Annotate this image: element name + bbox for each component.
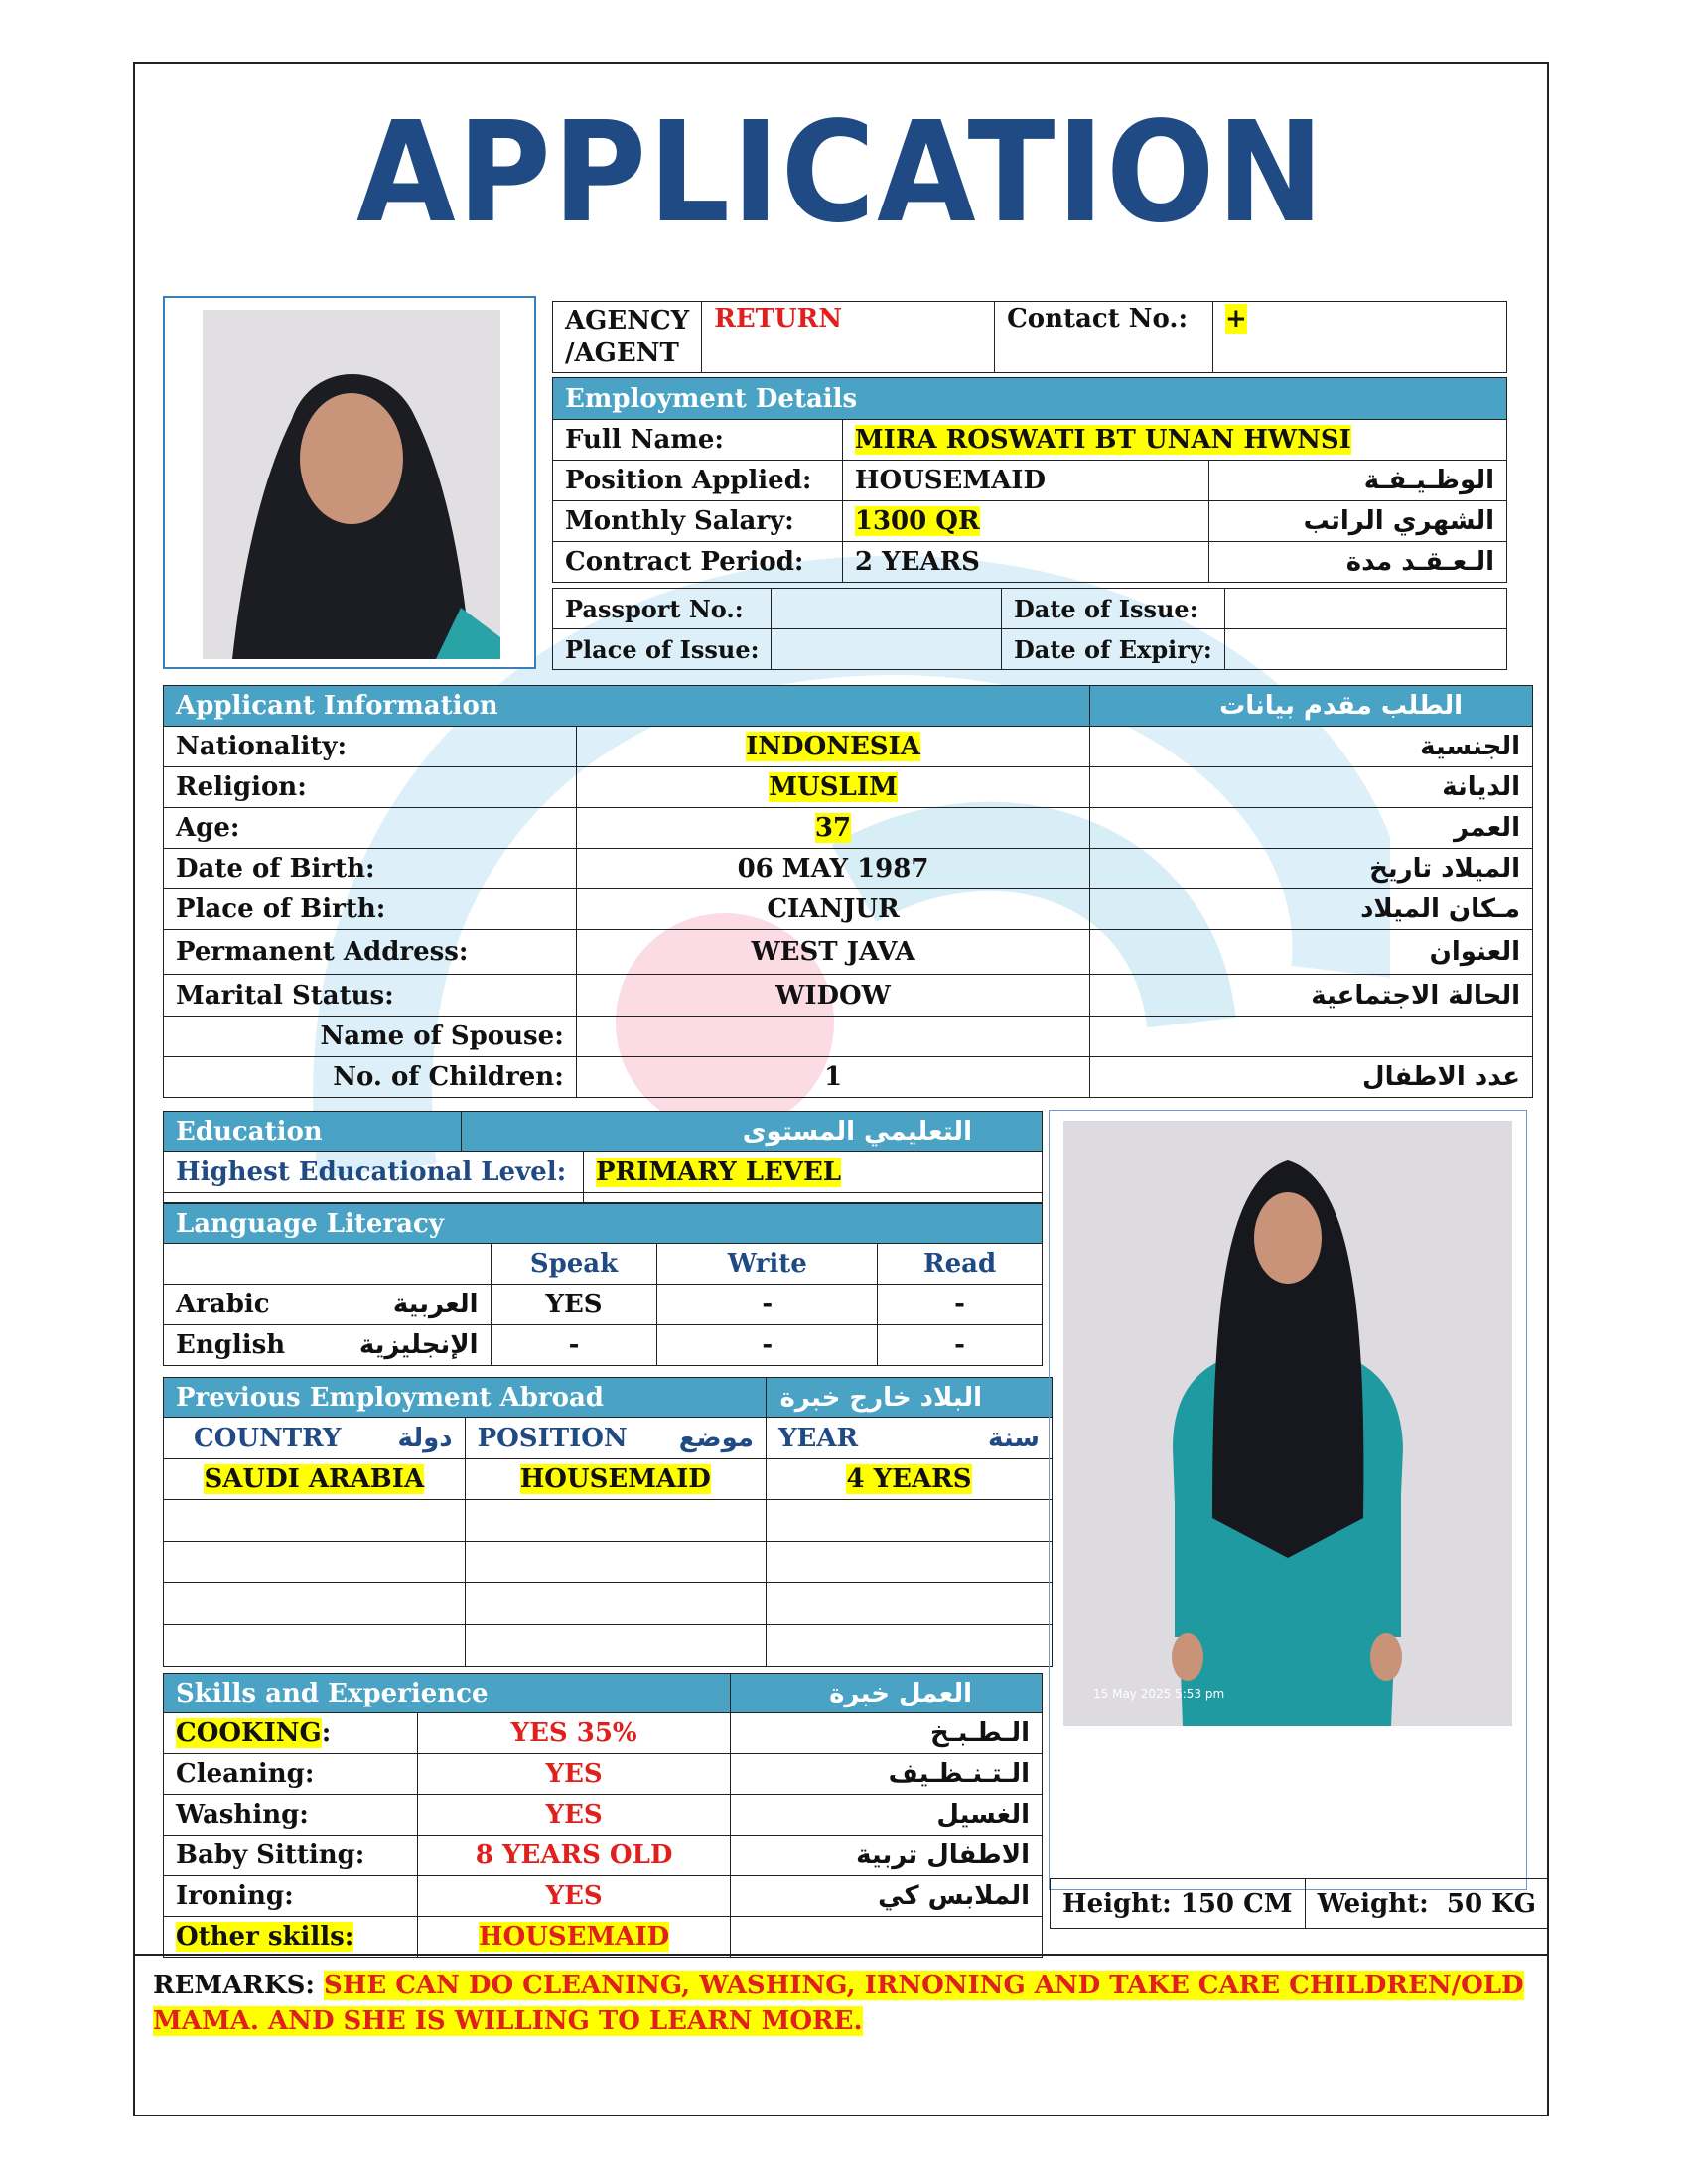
nationality-value: INDONESIA — [746, 732, 920, 761]
place-issue-value — [772, 629, 1002, 670]
expiry-date-label: Date of Expiry: — [1001, 629, 1224, 670]
height-cell — [1051, 1879, 1306, 1929]
education-header: Education — [164, 1112, 462, 1152]
applicant-table — [163, 685, 1533, 1098]
agency-label: AGENCY /AGENT — [553, 302, 702, 373]
table-row — [164, 1500, 1053, 1542]
marital-label: Marital Status: — [164, 975, 577, 1017]
country-col-ar: دولة — [397, 1423, 453, 1453]
other-skills-label-cell — [164, 1917, 418, 1958]
age-label: Age: — [164, 808, 577, 849]
contract-label-ar: الـعـقـد مدة — [1209, 542, 1507, 583]
other-skills-value: HOUSEMAID — [479, 1922, 670, 1952]
height-label: Height: — [1062, 1888, 1172, 1919]
birthplace-label-ar: مـكان الميلاد — [1090, 889, 1533, 930]
english-label-cell — [164, 1325, 492, 1366]
weight-label: Weight: — [1317, 1888, 1429, 1919]
age-value: 37 — [814, 813, 852, 843]
nationality-label: Nationality: — [164, 727, 577, 767]
write-col-header: Write — [657, 1244, 878, 1285]
empty-cell — [164, 1625, 466, 1667]
education-table — [163, 1111, 1043, 1203]
read-col-header: Read — [878, 1244, 1043, 1285]
empty-cell — [465, 1542, 766, 1583]
spouse-label: Name of Spouse: — [164, 1017, 577, 1057]
position-value: HOUSEMAID — [842, 461, 1208, 501]
address-value: WEST JAVA — [576, 930, 1089, 975]
position-label-ar: الوظـيـفـة — [1209, 461, 1507, 501]
year-col-en: YEAR — [777, 1423, 859, 1453]
position-col-en: POSITION — [477, 1423, 628, 1453]
religion-label: Religion: — [164, 767, 577, 808]
agency-table — [552, 301, 1507, 373]
education-level-label: Highest Educational Level: — [164, 1152, 584, 1193]
children-label: No. of Children: — [164, 1057, 577, 1098]
prev-year: 4 YEARS — [846, 1464, 972, 1494]
english-speak: - — [491, 1325, 657, 1366]
passport-no-label: Passport No.: — [553, 589, 772, 629]
empty-cell — [766, 1500, 1052, 1542]
dob-label: Date of Birth: — [164, 849, 577, 889]
babysitting-value: 8 YEARS OLD — [417, 1836, 731, 1876]
arabic-label-ar: العربية — [392, 1290, 479, 1319]
country-col-en: COUNTRY — [194, 1423, 342, 1453]
language-corner-cell — [164, 1244, 492, 1285]
portrait-photo — [203, 310, 500, 659]
height-value: 150 CM — [1180, 1888, 1293, 1919]
full-name-label: Full Name: — [553, 420, 843, 461]
religion-label-ar: الديانة — [1090, 767, 1533, 808]
contact-value — [1212, 302, 1506, 373]
remarks-box — [133, 1954, 1549, 2116]
dob-value: 06 MAY 1987 — [576, 849, 1089, 889]
previous-header: Previous Employment Abroad — [164, 1378, 767, 1418]
english-label: English — [176, 1330, 286, 1360]
empty-cell — [465, 1583, 766, 1625]
skills-header-ar: العمل خبرة — [731, 1674, 1043, 1713]
cooking-label: COOKING — [176, 1718, 322, 1748]
prev-country: SAUDI ARABIA — [204, 1464, 425, 1494]
empty-cell — [465, 1625, 766, 1667]
cleaning-value: YES — [417, 1754, 731, 1795]
spouse-label-ar — [1090, 1017, 1533, 1057]
arabic-read: - — [878, 1285, 1043, 1325]
body-photo-frame — [1049, 1110, 1527, 1890]
empty-cell — [766, 1625, 1052, 1667]
position-col-header — [465, 1418, 766, 1459]
position-col-ar: موضع — [678, 1423, 754, 1453]
arabic-label-cell — [164, 1285, 492, 1325]
applicant-header: Applicant Information — [164, 686, 1090, 727]
cooking-value: YES 35% — [417, 1713, 731, 1754]
dob-label-ar: الميلاد تاريخ — [1090, 849, 1533, 889]
salary-value: 1300 QR — [854, 506, 980, 536]
marital-value: WIDOW — [576, 975, 1089, 1017]
prev-country-cell — [164, 1459, 466, 1500]
religion-cell — [576, 767, 1089, 808]
agency-value: RETURN — [702, 302, 995, 373]
english-write: - — [657, 1325, 878, 1366]
birthplace-value: CIANJUR — [576, 889, 1089, 930]
body-photo — [1063, 1121, 1512, 1726]
empty-cell — [465, 1500, 766, 1542]
skills-table — [163, 1673, 1043, 1958]
full-name-value: MIRA ROSWATI BT UNAN HWNSI — [854, 425, 1351, 455]
cleaning-label: Cleaning: — [164, 1754, 418, 1795]
weight-value: 50 KG — [1446, 1888, 1536, 1919]
passport-table — [552, 588, 1507, 670]
education-level-cell — [584, 1152, 1043, 1193]
contract-value: 2 YEARS — [842, 542, 1208, 583]
language-header: Language Literacy — [164, 1204, 1043, 1244]
spouse-value — [576, 1017, 1089, 1057]
age-cell — [576, 808, 1089, 849]
babysitting-label: Baby Sitting: — [164, 1836, 418, 1876]
contract-label: Contract Period: — [553, 542, 843, 583]
nationality-label-ar: الجنسية — [1090, 727, 1533, 767]
empty-cell — [766, 1542, 1052, 1583]
children-value: 1 — [576, 1057, 1089, 1098]
country-col-header — [164, 1418, 466, 1459]
contact-label: Contact No.: — [995, 302, 1213, 373]
year-col-ar: سنة — [988, 1423, 1040, 1453]
speak-col-header: Speak — [491, 1244, 657, 1285]
empty-cell — [164, 1542, 466, 1583]
arabic-write: - — [657, 1285, 878, 1325]
cooking-label-cell: COOKING: — [164, 1713, 418, 1754]
education-header-ar: التعليمي المستوى — [462, 1112, 1043, 1152]
passport-no-value — [772, 589, 1002, 629]
table-row — [164, 1625, 1053, 1667]
place-issue-label: Place of Issue: — [553, 629, 772, 670]
prev-position: HOUSEMAID — [519, 1464, 711, 1494]
washing-label-ar: الغسيل — [731, 1795, 1043, 1836]
remarks-label: REMARKS: — [153, 1971, 315, 2000]
age-label-ar: العمر — [1090, 808, 1533, 849]
table-row — [164, 1459, 1053, 1500]
language-table — [163, 1203, 1043, 1366]
previous-employment-table — [163, 1377, 1053, 1667]
salary-label: Monthly Salary: — [553, 501, 843, 542]
washing-value: YES — [417, 1795, 731, 1836]
contact-value-text: + — [1224, 304, 1247, 334]
cleaning-label-ar: الـتـنـظـيف — [731, 1754, 1043, 1795]
prev-year-cell — [766, 1459, 1052, 1500]
marital-label-ar: الحالة الاجتماعية — [1090, 975, 1533, 1017]
ironing-label-ar: الملابس كي — [731, 1876, 1043, 1917]
arabic-label: Arabic — [176, 1290, 270, 1319]
expiry-date-value — [1224, 629, 1506, 670]
table-row — [164, 1542, 1053, 1583]
washing-label: Washing: — [164, 1795, 418, 1836]
education-level-value: PRIMARY LEVEL — [596, 1157, 842, 1187]
empty-cell — [164, 1583, 466, 1625]
other-skills-label: Other skills: — [176, 1922, 354, 1952]
children-label-ar: عدد الاطفال — [1090, 1057, 1533, 1098]
nationality-cell — [576, 727, 1089, 767]
weight-cell — [1305, 1879, 1548, 1929]
address-label-ar: العنوان — [1090, 930, 1533, 975]
ironing-label: Ironing: — [164, 1876, 418, 1917]
cooking-label-ar: الـطـبـخ — [731, 1713, 1043, 1754]
address-label: Permanent Address: — [164, 930, 577, 975]
skills-header: Skills and Experience — [164, 1674, 731, 1713]
english-read: - — [878, 1325, 1043, 1366]
employment-table — [552, 377, 1507, 583]
empty-cell — [766, 1583, 1052, 1625]
position-label: Position Applied: — [553, 461, 843, 501]
full-name-cell — [842, 420, 1506, 461]
prev-position-cell — [465, 1459, 766, 1500]
ironing-value: YES — [417, 1876, 731, 1917]
empty-cell — [164, 1500, 466, 1542]
previous-header-ar: البلاد خارج خبرة — [766, 1378, 1052, 1418]
body-measurements-table — [1050, 1878, 1549, 1929]
other-skills-cell — [417, 1917, 731, 1958]
salary-cell — [842, 501, 1208, 542]
arabic-speak: YES — [491, 1285, 657, 1325]
issue-date-label: Date of Issue: — [1001, 589, 1224, 629]
religion-value: MUSLIM — [769, 772, 898, 802]
birthplace-label: Place of Birth: — [164, 889, 577, 930]
page-title: APPLICATION — [355, 92, 1326, 254]
english-label-ar: الإنجليزية — [358, 1330, 479, 1360]
remarks-text: SHE CAN DO CLEANING, WASHING, IRNONING AND TAKE CARE CHILDREN/OLD MAMA. AND SHE IS WILLING TO LEARN MORE. — [153, 1971, 1524, 2036]
year-col-header — [766, 1418, 1052, 1459]
portrait-photo-frame — [163, 296, 536, 669]
babysitting-label-ar: الاطفال تربية — [731, 1836, 1043, 1876]
photo-timestamp: 15 May 2025 5:53 pm — [1093, 1687, 1225, 1701]
applicant-header-ar: الطلب مقدم بيانات — [1090, 686, 1533, 727]
employment-header: Employment Details — [553, 378, 1507, 420]
other-skills-label-ar — [731, 1917, 1043, 1958]
salary-label-ar: الشهري الراتب — [1209, 501, 1507, 542]
issue-date-value — [1224, 589, 1506, 629]
table-row — [164, 1583, 1053, 1625]
